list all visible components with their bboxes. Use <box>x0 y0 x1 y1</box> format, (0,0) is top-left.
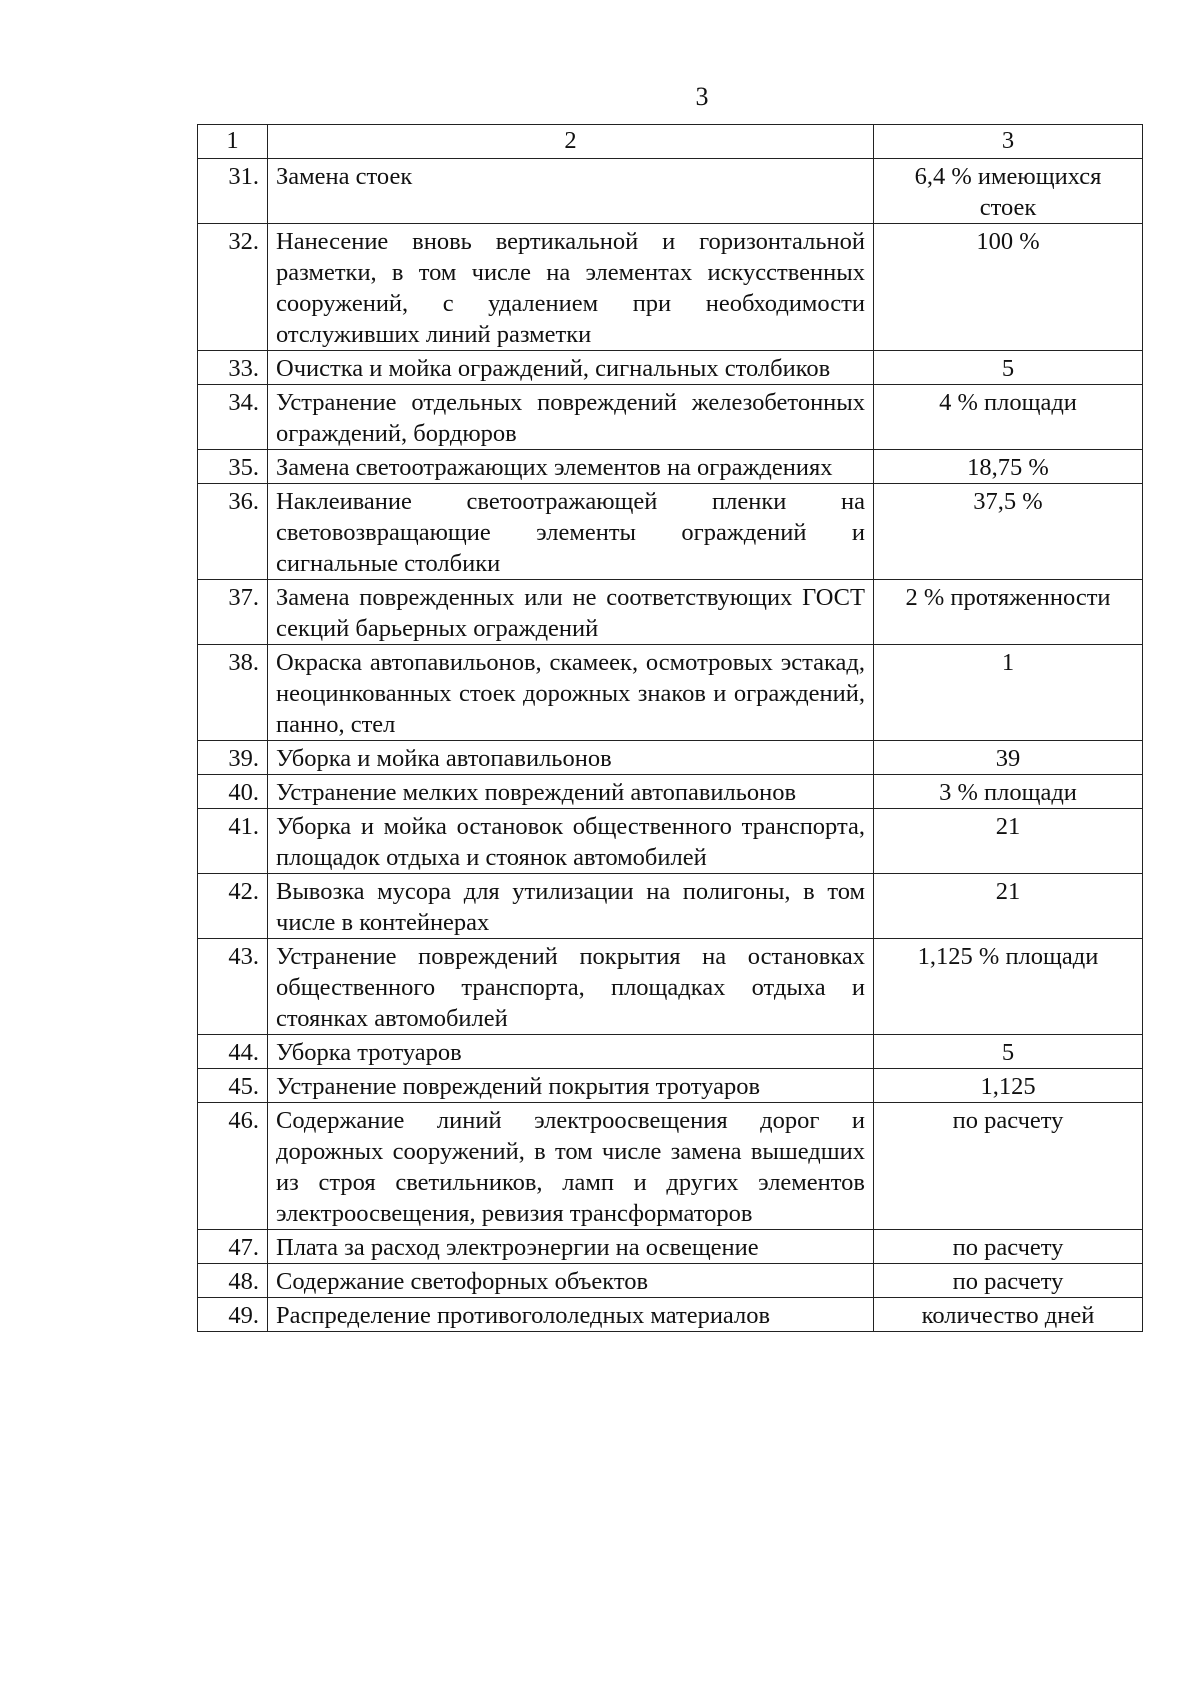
row-number: 46. <box>198 1103 268 1230</box>
row-value: 1,125 % площади <box>874 939 1143 1035</box>
table-row <box>198 351 1143 385</box>
table-header-row <box>198 125 1143 159</box>
table-row <box>198 224 1143 351</box>
row-number: 34. <box>198 385 268 450</box>
table-row <box>198 484 1143 580</box>
table-row <box>198 580 1143 645</box>
row-number: 37. <box>198 580 268 645</box>
table-row <box>198 450 1143 484</box>
row-value: 1 <box>874 645 1143 741</box>
row-description: Уборка и мойка остановок общественного транспорта, площадок отдыха и стоянок автомобилей <box>268 809 874 874</box>
row-description: Распределение противогололедных материалов <box>268 1298 874 1332</box>
table-row <box>198 645 1143 741</box>
row-description: Окраска автопавильонов, скамеек, осмотровых эстакад, неоцинкованных стоек дорожных знаков и ограждений, панно, стел <box>268 645 874 741</box>
row-value: 5 <box>874 1035 1143 1069</box>
row-value: 3 % площади <box>874 775 1143 809</box>
row-description: Устранение повреждений покрытия тротуаров <box>268 1069 874 1103</box>
column-header-2: 2 <box>268 125 874 159</box>
column-header-3: 3 <box>874 125 1143 159</box>
row-number: 35. <box>198 450 268 484</box>
row-description: Замена поврежденных или не соответствующих ГОСТ секций барьерных ограждений <box>268 580 874 645</box>
column-header-1: 1 <box>198 125 268 159</box>
row-number: 47. <box>198 1230 268 1264</box>
row-value: 6,4 % имеющихся стоек <box>874 159 1143 224</box>
table-row <box>198 939 1143 1035</box>
table-row <box>198 874 1143 939</box>
row-description: Плата за расход электроэнергии на освещение <box>268 1230 874 1264</box>
table-row <box>198 1264 1143 1298</box>
table-row <box>198 1035 1143 1069</box>
row-value: по расчету <box>874 1264 1143 1298</box>
row-description: Замена светоотражающих элементов на ограждениях <box>268 450 874 484</box>
row-description: Устранение мелких повреждений автопавильонов <box>268 775 874 809</box>
table-row <box>198 741 1143 775</box>
row-description: Уборка и мойка автопавильонов <box>268 741 874 775</box>
row-number: 41. <box>198 809 268 874</box>
page-number: 3 <box>695 82 709 111</box>
row-number: 49. <box>198 1298 268 1332</box>
table-row <box>198 385 1143 450</box>
table-row <box>198 1103 1143 1230</box>
works-table <box>197 124 1143 1332</box>
row-number: 40. <box>198 775 268 809</box>
row-value: по расчету <box>874 1230 1143 1264</box>
table-row <box>198 1298 1143 1332</box>
row-number: 39. <box>198 741 268 775</box>
row-description: Устранение повреждений покрытия на остановках общественного транспорта, площадках отдыха и стоянках автомобилей <box>268 939 874 1035</box>
row-value: 21 <box>874 809 1143 874</box>
row-value: 100 % <box>874 224 1143 351</box>
row-value: 1,125 <box>874 1069 1143 1103</box>
row-value: 21 <box>874 874 1143 939</box>
row-value: 39 <box>874 741 1143 775</box>
row-description: Содержание светофорных объектов <box>268 1264 874 1298</box>
row-value: 4 % площади <box>874 385 1143 450</box>
table-row <box>198 159 1143 224</box>
row-value: 2 % протяженности <box>874 580 1143 645</box>
row-description: Нанесение вновь вертикальной и горизонтальной разметки, в том числе на элементах искусственных сооружений, с удалением при необходимости отслуживших линий разметки <box>268 224 874 351</box>
row-number: 44. <box>198 1035 268 1069</box>
row-number: 42. <box>198 874 268 939</box>
row-description: Содержание линий электроосвещения дорог и дорожных сооружений, в том числе замена вышедших из строя светильников, ламп и других элементов электроосвещения, ревизия трансформаторов <box>268 1103 874 1230</box>
row-number: 43. <box>198 939 268 1035</box>
table-row <box>198 775 1143 809</box>
row-description: Уборка тротуаров <box>268 1035 874 1069</box>
row-value: количество дней <box>874 1298 1143 1332</box>
table-row <box>198 809 1143 874</box>
table-row <box>198 1069 1143 1103</box>
row-number: 31. <box>198 159 268 224</box>
row-value: по расчету <box>874 1103 1143 1230</box>
row-number: 36. <box>198 484 268 580</box>
row-number: 45. <box>198 1069 268 1103</box>
row-number: 48. <box>198 1264 268 1298</box>
row-description: Замена стоек <box>268 159 874 224</box>
table-row <box>198 1230 1143 1264</box>
row-value: 18,75 % <box>874 450 1143 484</box>
row-value: 37,5 % <box>874 484 1143 580</box>
row-description: Наклеивание светоотражающей пленки на световозвращающие элементы ограждений и сигнальные столбики <box>268 484 874 580</box>
row-value: 5 <box>874 351 1143 385</box>
row-number: 33. <box>198 351 268 385</box>
row-description: Вывозка мусора для утилизации на полигоны, в том числе в контейнерах <box>268 874 874 939</box>
row-description: Очистка и мойка ограждений, сигнальных столбиков <box>268 351 874 385</box>
row-description: Устранение отдельных повреждений железобетонных ограждений, бордюров <box>268 385 874 450</box>
row-number: 38. <box>198 645 268 741</box>
row-number: 32. <box>198 224 268 351</box>
